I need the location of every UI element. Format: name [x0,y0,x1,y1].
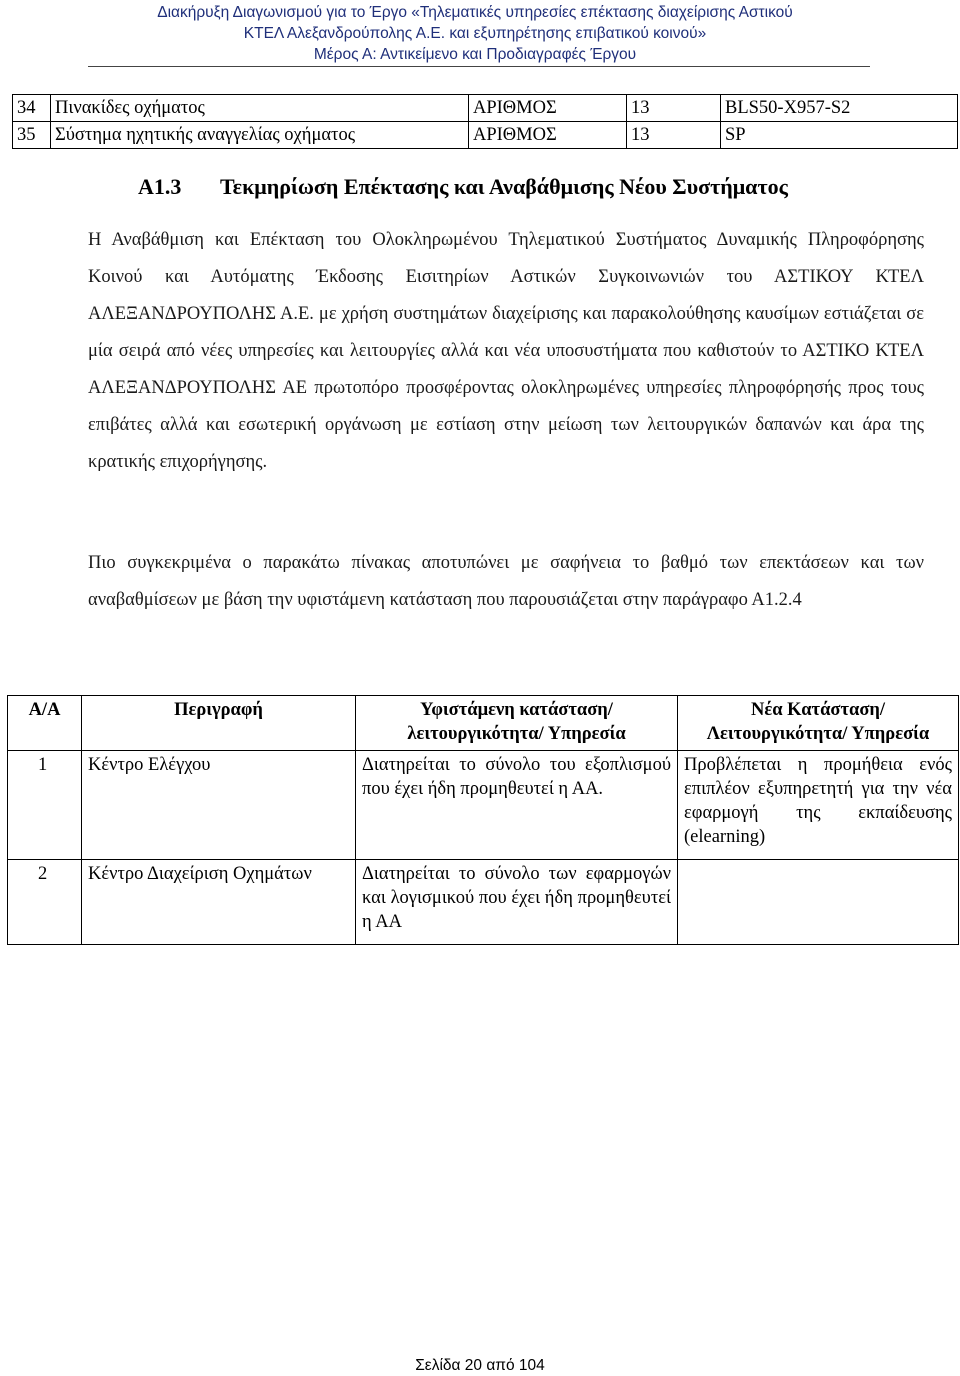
upgrade-table [7,695,959,945]
row-number: 2 [8,860,82,945]
header-divider [88,66,870,67]
item-unit: ΑΡΙΘΜΟΣ [469,122,627,149]
section-heading [138,174,788,200]
item-model: BLS50-X957-S2 [721,95,958,122]
header-description: Περιγραφή [82,696,356,751]
header-new-state: Νέα Κατάσταση/ Λειτουργικότητα/ Υπηρεσία [678,696,959,751]
item-quantity: 13 [627,95,721,122]
row-description: Κέντρο Διαχείριση Οχημάτων [82,860,356,945]
header-line-3: Μέρος Α: Αντικείμενο και Προδιαγραφές Έργου [313,46,637,63]
row-number: 35 [13,122,51,149]
row-new-state: Προβλέπεται η προμήθεια ενός επιπλέον εξυπηρετητή για την νέα εφαρμογή της εκπαίδευσης (elearning) [678,751,959,860]
section-number: Α1.3 [138,174,182,199]
item-description: Πινακίδες οχήματος [51,95,469,122]
table-header-row [8,696,959,751]
item-unit: ΑΡΙΘΜΟΣ [469,95,627,122]
page-number: Σελίδα 20 από 104 [415,1357,545,1374]
row-current-state: Διατηρείται το σύνολο του εξοπλισμού που έχει ήδη προμηθευτεί η ΑΑ. [356,751,678,860]
table-row [8,751,959,860]
table-row [13,95,958,122]
item-quantity: 13 [627,122,721,149]
paragraph-table-intro: Πιο συγκεκριμένα ο παρακάτω πίνακας αποτυπώνει με σαφήνεια το βαθμό των επεκτάσεων και των αναβαθμίσεων με βάση την υφιστάμενη κατάσταση που παρουσιάζεται στην παράγραφο Α1.2.4 [88,553,924,610]
paragraph-intro: Η Αναβάθμιση και Επέκταση του Ολοκληρωμένου Τηλεματικού Συστήματος Δυναμικής Πληροφόρησης Κοινού και Αυτόματης Έκδοσης Εισιτηρίων Αστικών Συγκοινωνιών του ΑΣΤΙΚΟΥ ΚΤΕΛ ΑΛΕΞΑΝΔΡΟΥΠΟΛΗΣ Α.Ε. με χρήση συστημάτων διαχείρισης και παρακολούθησης καυσίμων εστιάζεται σε μία σειρά από νέες υπηρεσίες και λειτουργίες αλλά και νέα υποσυστήματα που καθιστούν το ΑΣΤΙΚΟ ΚΤΕΛ ΑΛΕΞΑΝΔΡΟΥΠΟΛΗΣ ΑΕ πρωτοπόρο προσφέροντας ολοκληρωμένες υπηρεσίες πληροφόρησής προς τους επιβάτες αλλά και εσωτερική οργάνωση με εστίαση στην μείωση των λειτουργικών δαπανών και άρα της κρατικής επιχορήγησης. [88,230,924,472]
equipment-table [12,94,958,149]
row-new-state [678,860,959,945]
header-current-state: Υφιστάμενη κατάσταση/ λειτουργικότητα/ Υπηρεσία [356,696,678,751]
table-row [13,122,958,149]
table-row [8,860,959,945]
header-line-2: ΚΤΕΛ Αλεξανδρούπολης Α.Ε. και εξυπηρέτησης επιβατικού κοινού» [243,25,707,42]
item-description: Σύστημα ηχητικής αναγγελίας οχήματος [51,122,469,149]
row-current-state: Διατηρείται το σύνολο των εφαρμογών και λογισμικού που έχει ήδη προμηθευτεί η ΑΑ [356,860,678,945]
header-line-1: Διακήρυξη Διαγωνισμού για το Έργο «Τηλεματικές υπηρεσίες επέκτασης διαχείρισης Αστικού [157,4,793,21]
row-description: Κέντρο Ελέγχου [82,751,356,860]
document-header [80,2,870,65]
section-title: Τεκμηρίωση Επέκτασης και Αναβάθμισης Νέου Συστήματος [220,174,788,199]
row-number: 1 [8,751,82,860]
row-number: 34 [13,95,51,122]
header-num: Α/Α [8,696,82,751]
item-model: SP [721,122,958,149]
